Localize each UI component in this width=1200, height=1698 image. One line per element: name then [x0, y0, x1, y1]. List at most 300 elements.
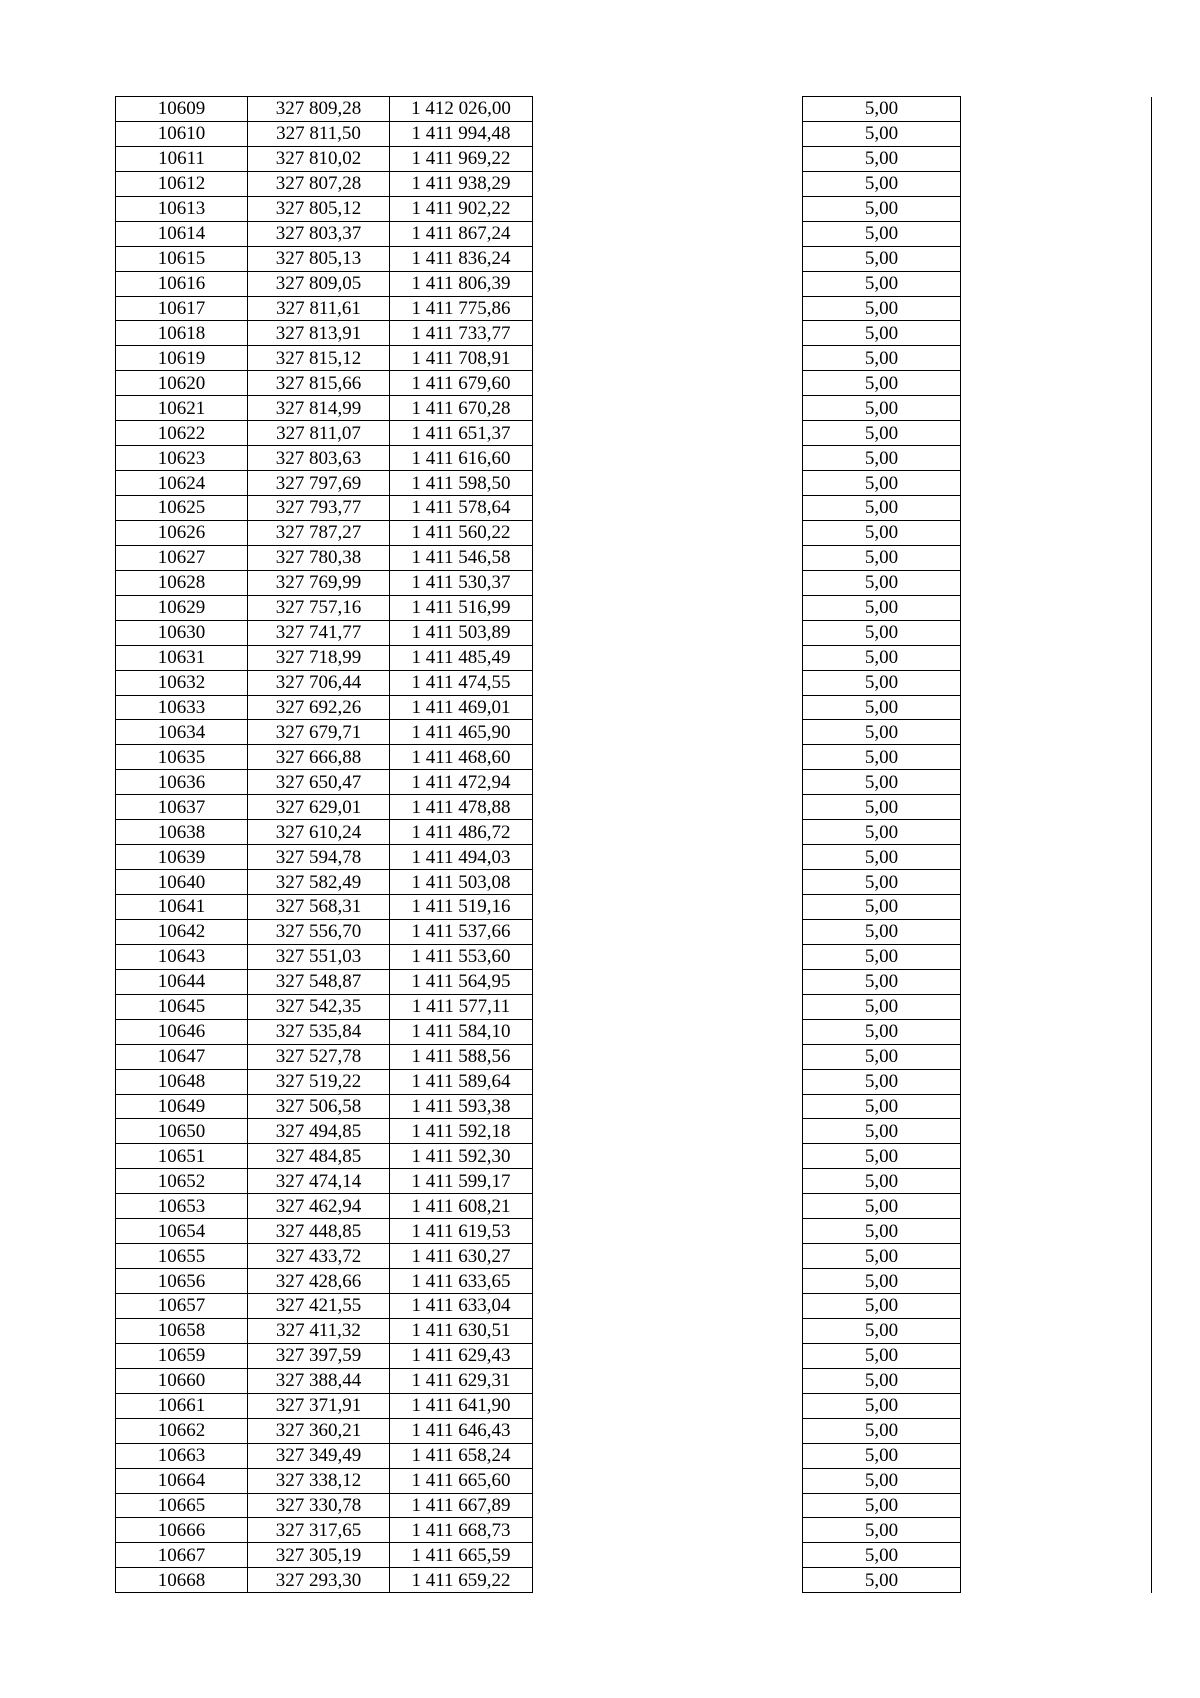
y-coordinate-cell: 1 411 530,37	[390, 570, 533, 595]
empty-cell	[961, 944, 1152, 969]
point-number-cell: 10667	[116, 1543, 248, 1568]
y-coordinate-cell: 1 411 494,03	[390, 845, 533, 870]
table-row	[116, 845, 1152, 870]
x-coordinate-cell: 327 338,12	[248, 1468, 390, 1493]
x-coordinate-cell: 327 797,69	[248, 471, 390, 496]
y-coordinate-cell: 1 411 836,24	[390, 246, 533, 271]
point-number-cell: 10633	[116, 695, 248, 720]
empty-cell	[533, 321, 803, 346]
table-row	[116, 1044, 1152, 1069]
point-number-cell: 10640	[116, 870, 248, 895]
empty-cell	[533, 845, 803, 870]
empty-cell	[533, 246, 803, 271]
value-cell: 5,00	[803, 271, 961, 296]
empty-cell	[961, 595, 1152, 620]
point-number-cell: 10629	[116, 595, 248, 620]
value-cell: 5,00	[803, 745, 961, 770]
value-cell: 5,00	[803, 221, 961, 246]
table-row	[116, 870, 1152, 895]
value-cell: 5,00	[803, 1244, 961, 1269]
point-number-cell: 10622	[116, 421, 248, 446]
point-number-cell: 10664	[116, 1468, 248, 1493]
y-coordinate-cell: 1 411 670,28	[390, 396, 533, 421]
empty-cell	[533, 271, 803, 296]
y-coordinate-cell: 1 411 667,89	[390, 1493, 533, 1518]
y-coordinate-cell: 1 411 516,99	[390, 595, 533, 620]
y-coordinate-cell: 1 411 629,43	[390, 1343, 533, 1368]
empty-cell	[961, 1393, 1152, 1418]
table-row	[116, 1094, 1152, 1119]
table-row	[116, 1518, 1152, 1543]
table-row	[116, 121, 1152, 146]
x-coordinate-cell: 327 428,66	[248, 1269, 390, 1294]
x-coordinate-cell: 327 815,12	[248, 346, 390, 371]
x-coordinate-cell: 327 349,49	[248, 1443, 390, 1468]
point-number-cell: 10648	[116, 1069, 248, 1094]
y-coordinate-cell: 1 411 616,60	[390, 446, 533, 471]
value-cell: 5,00	[803, 1493, 961, 1518]
value-cell: 5,00	[803, 670, 961, 695]
table-row	[116, 795, 1152, 820]
table-row	[116, 919, 1152, 944]
value-cell: 5,00	[803, 1443, 961, 1468]
empty-cell	[533, 1044, 803, 1069]
empty-cell	[533, 1019, 803, 1044]
empty-cell	[961, 1219, 1152, 1244]
x-coordinate-cell: 327 519,22	[248, 1069, 390, 1094]
table-row	[116, 720, 1152, 745]
empty-cell	[961, 1518, 1152, 1543]
x-coordinate-cell: 327 317,65	[248, 1518, 390, 1543]
empty-cell	[961, 1019, 1152, 1044]
empty-cell	[533, 221, 803, 246]
table-row	[116, 471, 1152, 496]
table-row	[116, 1294, 1152, 1319]
empty-cell	[533, 1418, 803, 1443]
value-cell: 5,00	[803, 97, 961, 122]
empty-cell	[533, 645, 803, 670]
value-cell: 5,00	[803, 121, 961, 146]
value-cell: 5,00	[803, 895, 961, 920]
empty-cell	[961, 895, 1152, 920]
x-coordinate-cell: 327 293,30	[248, 1568, 390, 1593]
y-coordinate-cell: 1 411 588,56	[390, 1044, 533, 1069]
point-number-cell: 10613	[116, 196, 248, 221]
empty-cell	[961, 1294, 1152, 1319]
empty-cell	[961, 1493, 1152, 1518]
empty-cell	[533, 1443, 803, 1468]
y-coordinate-cell: 1 411 486,72	[390, 820, 533, 845]
y-coordinate-cell: 1 411 708,91	[390, 346, 533, 371]
empty-cell	[961, 1094, 1152, 1119]
empty-cell	[961, 121, 1152, 146]
table-row	[116, 246, 1152, 271]
point-number-cell: 10653	[116, 1194, 248, 1219]
table-row	[116, 1393, 1152, 1418]
empty-cell	[533, 820, 803, 845]
y-coordinate-cell: 1 411 469,01	[390, 695, 533, 720]
value-cell: 5,00	[803, 1219, 961, 1244]
y-coordinate-cell: 1 411 665,59	[390, 1543, 533, 1568]
point-number-cell: 10644	[116, 969, 248, 994]
y-coordinate-cell: 1 411 668,73	[390, 1518, 533, 1543]
x-coordinate-cell: 327 506,58	[248, 1094, 390, 1119]
table-row	[116, 645, 1152, 670]
value-cell: 5,00	[803, 919, 961, 944]
y-coordinate-cell: 1 411 474,55	[390, 670, 533, 695]
value-cell: 5,00	[803, 1044, 961, 1069]
point-number-cell: 10632	[116, 670, 248, 695]
x-coordinate-cell: 327 551,03	[248, 944, 390, 969]
y-coordinate-cell: 1 411 902,22	[390, 196, 533, 221]
empty-cell	[533, 496, 803, 521]
table-row	[116, 1144, 1152, 1169]
empty-cell	[533, 1194, 803, 1219]
y-coordinate-cell: 1 411 468,60	[390, 745, 533, 770]
point-number-cell: 10649	[116, 1094, 248, 1119]
table-row	[116, 496, 1152, 521]
value-cell: 5,00	[803, 471, 961, 496]
x-coordinate-cell: 327 433,72	[248, 1244, 390, 1269]
value-cell: 5,00	[803, 446, 961, 471]
x-coordinate-cell: 327 462,94	[248, 1194, 390, 1219]
point-number-cell: 10624	[116, 471, 248, 496]
value-cell: 5,00	[803, 1094, 961, 1119]
empty-cell	[961, 1568, 1152, 1593]
value-cell: 5,00	[803, 196, 961, 221]
y-coordinate-cell: 1 411 598,50	[390, 471, 533, 496]
value-cell: 5,00	[803, 994, 961, 1019]
table-row	[116, 1194, 1152, 1219]
table-row	[116, 969, 1152, 994]
value-cell: 5,00	[803, 1069, 961, 1094]
empty-cell	[961, 1144, 1152, 1169]
x-coordinate-cell: 327 397,59	[248, 1343, 390, 1368]
empty-cell	[961, 1368, 1152, 1393]
y-coordinate-cell: 1 411 646,43	[390, 1418, 533, 1443]
table-row	[116, 695, 1152, 720]
table-row	[116, 545, 1152, 570]
table-row	[116, 520, 1152, 545]
empty-cell	[533, 1493, 803, 1518]
x-coordinate-cell: 327 527,78	[248, 1044, 390, 1069]
x-coordinate-cell: 327 582,49	[248, 870, 390, 895]
y-coordinate-cell: 1 411 560,22	[390, 520, 533, 545]
y-coordinate-cell: 1 411 577,11	[390, 994, 533, 1019]
x-coordinate-cell: 327 371,91	[248, 1393, 390, 1418]
point-number-cell: 10611	[116, 146, 248, 171]
x-coordinate-cell: 327 421,55	[248, 1294, 390, 1319]
table-row	[116, 1543, 1152, 1568]
empty-cell	[961, 296, 1152, 321]
empty-cell	[533, 1343, 803, 1368]
value-cell: 5,00	[803, 695, 961, 720]
value-cell: 5,00	[803, 1269, 961, 1294]
empty-cell	[533, 196, 803, 221]
value-cell: 5,00	[803, 1543, 961, 1568]
table-row	[116, 1368, 1152, 1393]
empty-cell	[961, 1343, 1152, 1368]
y-coordinate-cell: 1 411 630,51	[390, 1318, 533, 1343]
table-row	[116, 745, 1152, 770]
x-coordinate-cell: 327 548,87	[248, 969, 390, 994]
y-coordinate-cell: 1 411 472,94	[390, 770, 533, 795]
point-number-cell: 10610	[116, 121, 248, 146]
y-coordinate-cell: 1 412 026,00	[390, 97, 533, 122]
empty-cell	[961, 421, 1152, 446]
coordinates-table-body	[116, 97, 1152, 1593]
value-cell: 5,00	[803, 595, 961, 620]
x-coordinate-cell: 327 741,77	[248, 620, 390, 645]
value-cell: 5,00	[803, 645, 961, 670]
y-coordinate-cell: 1 411 969,22	[390, 146, 533, 171]
empty-cell	[533, 670, 803, 695]
y-coordinate-cell: 1 411 806,39	[390, 271, 533, 296]
y-coordinate-cell: 1 411 651,37	[390, 421, 533, 446]
y-coordinate-cell: 1 411 553,60	[390, 944, 533, 969]
table-row	[116, 1418, 1152, 1443]
value-cell: 5,00	[803, 1318, 961, 1343]
empty-cell	[533, 870, 803, 895]
x-coordinate-cell: 327 811,61	[248, 296, 390, 321]
x-coordinate-cell: 327 666,88	[248, 745, 390, 770]
empty-cell	[533, 1144, 803, 1169]
empty-cell	[961, 870, 1152, 895]
value-cell: 5,00	[803, 1568, 961, 1593]
value-cell: 5,00	[803, 520, 961, 545]
y-coordinate-cell: 1 411 775,86	[390, 296, 533, 321]
y-coordinate-cell: 1 411 478,88	[390, 795, 533, 820]
empty-cell	[533, 1094, 803, 1119]
y-coordinate-cell: 1 411 503,89	[390, 620, 533, 645]
table-row	[116, 820, 1152, 845]
y-coordinate-cell: 1 411 485,49	[390, 645, 533, 670]
point-number-cell: 10612	[116, 171, 248, 196]
y-coordinate-cell: 1 411 658,24	[390, 1443, 533, 1468]
empty-cell	[533, 1244, 803, 1269]
point-number-cell: 10647	[116, 1044, 248, 1069]
empty-cell	[961, 146, 1152, 171]
value-cell: 5,00	[803, 1468, 961, 1493]
point-number-cell: 10659	[116, 1343, 248, 1368]
table-row	[116, 346, 1152, 371]
x-coordinate-cell: 327 305,19	[248, 1543, 390, 1568]
value-cell: 5,00	[803, 870, 961, 895]
point-number-cell: 10627	[116, 545, 248, 570]
x-coordinate-cell: 327 805,12	[248, 196, 390, 221]
value-cell: 5,00	[803, 246, 961, 271]
value-cell: 5,00	[803, 1169, 961, 1194]
x-coordinate-cell: 327 769,99	[248, 570, 390, 595]
y-coordinate-cell: 1 411 589,64	[390, 1069, 533, 1094]
y-coordinate-cell: 1 411 537,66	[390, 919, 533, 944]
empty-cell	[533, 1568, 803, 1593]
table-row	[116, 1343, 1152, 1368]
x-coordinate-cell: 327 330,78	[248, 1493, 390, 1518]
table-row	[116, 1568, 1152, 1593]
empty-cell	[533, 121, 803, 146]
empty-cell	[961, 346, 1152, 371]
empty-cell	[961, 196, 1152, 221]
empty-cell	[533, 1518, 803, 1543]
point-number-cell: 10642	[116, 919, 248, 944]
x-coordinate-cell: 327 610,24	[248, 820, 390, 845]
y-coordinate-cell: 1 411 503,08	[390, 870, 533, 895]
point-number-cell: 10635	[116, 745, 248, 770]
value-cell: 5,00	[803, 944, 961, 969]
empty-cell	[961, 1119, 1152, 1144]
value-cell: 5,00	[803, 1144, 961, 1169]
point-number-cell: 10617	[116, 296, 248, 321]
empty-cell	[533, 421, 803, 446]
x-coordinate-cell: 327 594,78	[248, 845, 390, 870]
y-coordinate-cell: 1 411 994,48	[390, 121, 533, 146]
point-number-cell: 10609	[116, 97, 248, 122]
x-coordinate-cell: 327 494,85	[248, 1119, 390, 1144]
empty-cell	[961, 795, 1152, 820]
empty-cell	[533, 745, 803, 770]
point-number-cell: 10619	[116, 346, 248, 371]
x-coordinate-cell: 327 780,38	[248, 545, 390, 570]
x-coordinate-cell: 327 805,13	[248, 246, 390, 271]
table-row	[116, 944, 1152, 969]
empty-cell	[961, 1543, 1152, 1568]
empty-cell	[533, 720, 803, 745]
value-cell: 5,00	[803, 770, 961, 795]
point-number-cell: 10662	[116, 1418, 248, 1443]
value-cell: 5,00	[803, 1343, 961, 1368]
table-row	[116, 221, 1152, 246]
empty-cell	[961, 1269, 1152, 1294]
point-number-cell: 10616	[116, 271, 248, 296]
x-coordinate-cell: 327 474,14	[248, 1169, 390, 1194]
empty-cell	[533, 146, 803, 171]
empty-cell	[961, 1443, 1152, 1468]
empty-cell	[961, 446, 1152, 471]
y-coordinate-cell: 1 411 659,22	[390, 1568, 533, 1593]
table-row	[116, 396, 1152, 421]
point-number-cell: 10660	[116, 1368, 248, 1393]
value-cell: 5,00	[803, 1393, 961, 1418]
empty-cell	[533, 620, 803, 645]
empty-cell	[961, 171, 1152, 196]
point-number-cell: 10651	[116, 1144, 248, 1169]
x-coordinate-cell: 327 542,35	[248, 994, 390, 1019]
value-cell: 5,00	[803, 1019, 961, 1044]
empty-cell	[961, 1318, 1152, 1343]
empty-cell	[961, 321, 1152, 346]
table-row	[116, 1244, 1152, 1269]
value-cell: 5,00	[803, 296, 961, 321]
x-coordinate-cell: 327 815,66	[248, 371, 390, 396]
table-row	[116, 1019, 1152, 1044]
value-cell: 5,00	[803, 969, 961, 994]
empty-cell	[961, 620, 1152, 645]
table-row	[116, 146, 1152, 171]
value-cell: 5,00	[803, 1194, 961, 1219]
empty-cell	[961, 770, 1152, 795]
empty-cell	[533, 1219, 803, 1244]
point-number-cell: 10661	[116, 1393, 248, 1418]
empty-cell	[533, 1468, 803, 1493]
x-coordinate-cell: 327 757,16	[248, 595, 390, 620]
point-number-cell: 10637	[116, 795, 248, 820]
y-coordinate-cell: 1 411 599,17	[390, 1169, 533, 1194]
empty-cell	[533, 1294, 803, 1319]
value-cell: 5,00	[803, 820, 961, 845]
empty-cell	[961, 246, 1152, 271]
x-coordinate-cell: 327 814,99	[248, 396, 390, 421]
empty-cell	[961, 1468, 1152, 1493]
x-coordinate-cell: 327 411,32	[248, 1318, 390, 1343]
point-number-cell: 10643	[116, 944, 248, 969]
empty-cell	[961, 695, 1152, 720]
empty-cell	[961, 845, 1152, 870]
table-row	[116, 570, 1152, 595]
x-coordinate-cell: 327 810,02	[248, 146, 390, 171]
value-cell: 5,00	[803, 720, 961, 745]
point-number-cell: 10650	[116, 1119, 248, 1144]
value-cell: 5,00	[803, 620, 961, 645]
empty-cell	[961, 1194, 1152, 1219]
point-number-cell: 10658	[116, 1318, 248, 1343]
x-coordinate-cell: 327 813,91	[248, 321, 390, 346]
x-coordinate-cell: 327 787,27	[248, 520, 390, 545]
empty-cell	[533, 1169, 803, 1194]
table-row	[116, 1318, 1152, 1343]
table-row	[116, 421, 1152, 446]
value-cell: 5,00	[803, 371, 961, 396]
empty-cell	[961, 271, 1152, 296]
table-row	[116, 321, 1152, 346]
table-row	[116, 1493, 1152, 1518]
empty-cell	[961, 545, 1152, 570]
point-number-cell: 10636	[116, 770, 248, 795]
x-coordinate-cell: 327 556,70	[248, 919, 390, 944]
value-cell: 5,00	[803, 795, 961, 820]
empty-cell	[961, 994, 1152, 1019]
empty-cell	[961, 396, 1152, 421]
y-coordinate-cell: 1 411 578,64	[390, 496, 533, 521]
y-coordinate-cell: 1 411 733,77	[390, 321, 533, 346]
value-cell: 5,00	[803, 1368, 961, 1393]
table-row	[116, 595, 1152, 620]
x-coordinate-cell: 327 484,85	[248, 1144, 390, 1169]
y-coordinate-cell: 1 411 938,29	[390, 171, 533, 196]
empty-cell	[961, 969, 1152, 994]
empty-cell	[533, 296, 803, 321]
x-coordinate-cell: 327 568,31	[248, 895, 390, 920]
point-number-cell: 10666	[116, 1518, 248, 1543]
y-coordinate-cell: 1 411 867,24	[390, 221, 533, 246]
x-coordinate-cell: 327 793,77	[248, 496, 390, 521]
y-coordinate-cell: 1 411 630,27	[390, 1244, 533, 1269]
table-row	[116, 1443, 1152, 1468]
empty-cell	[961, 496, 1152, 521]
point-number-cell: 10621	[116, 396, 248, 421]
empty-cell	[533, 895, 803, 920]
y-coordinate-cell: 1 411 629,31	[390, 1368, 533, 1393]
point-number-cell: 10646	[116, 1019, 248, 1044]
value-cell: 5,00	[803, 321, 961, 346]
empty-cell	[533, 1543, 803, 1568]
y-coordinate-cell: 1 411 519,16	[390, 895, 533, 920]
value-cell: 5,00	[803, 396, 961, 421]
table-row	[116, 1269, 1152, 1294]
empty-cell	[533, 795, 803, 820]
value-cell: 5,00	[803, 346, 961, 371]
empty-cell	[533, 171, 803, 196]
